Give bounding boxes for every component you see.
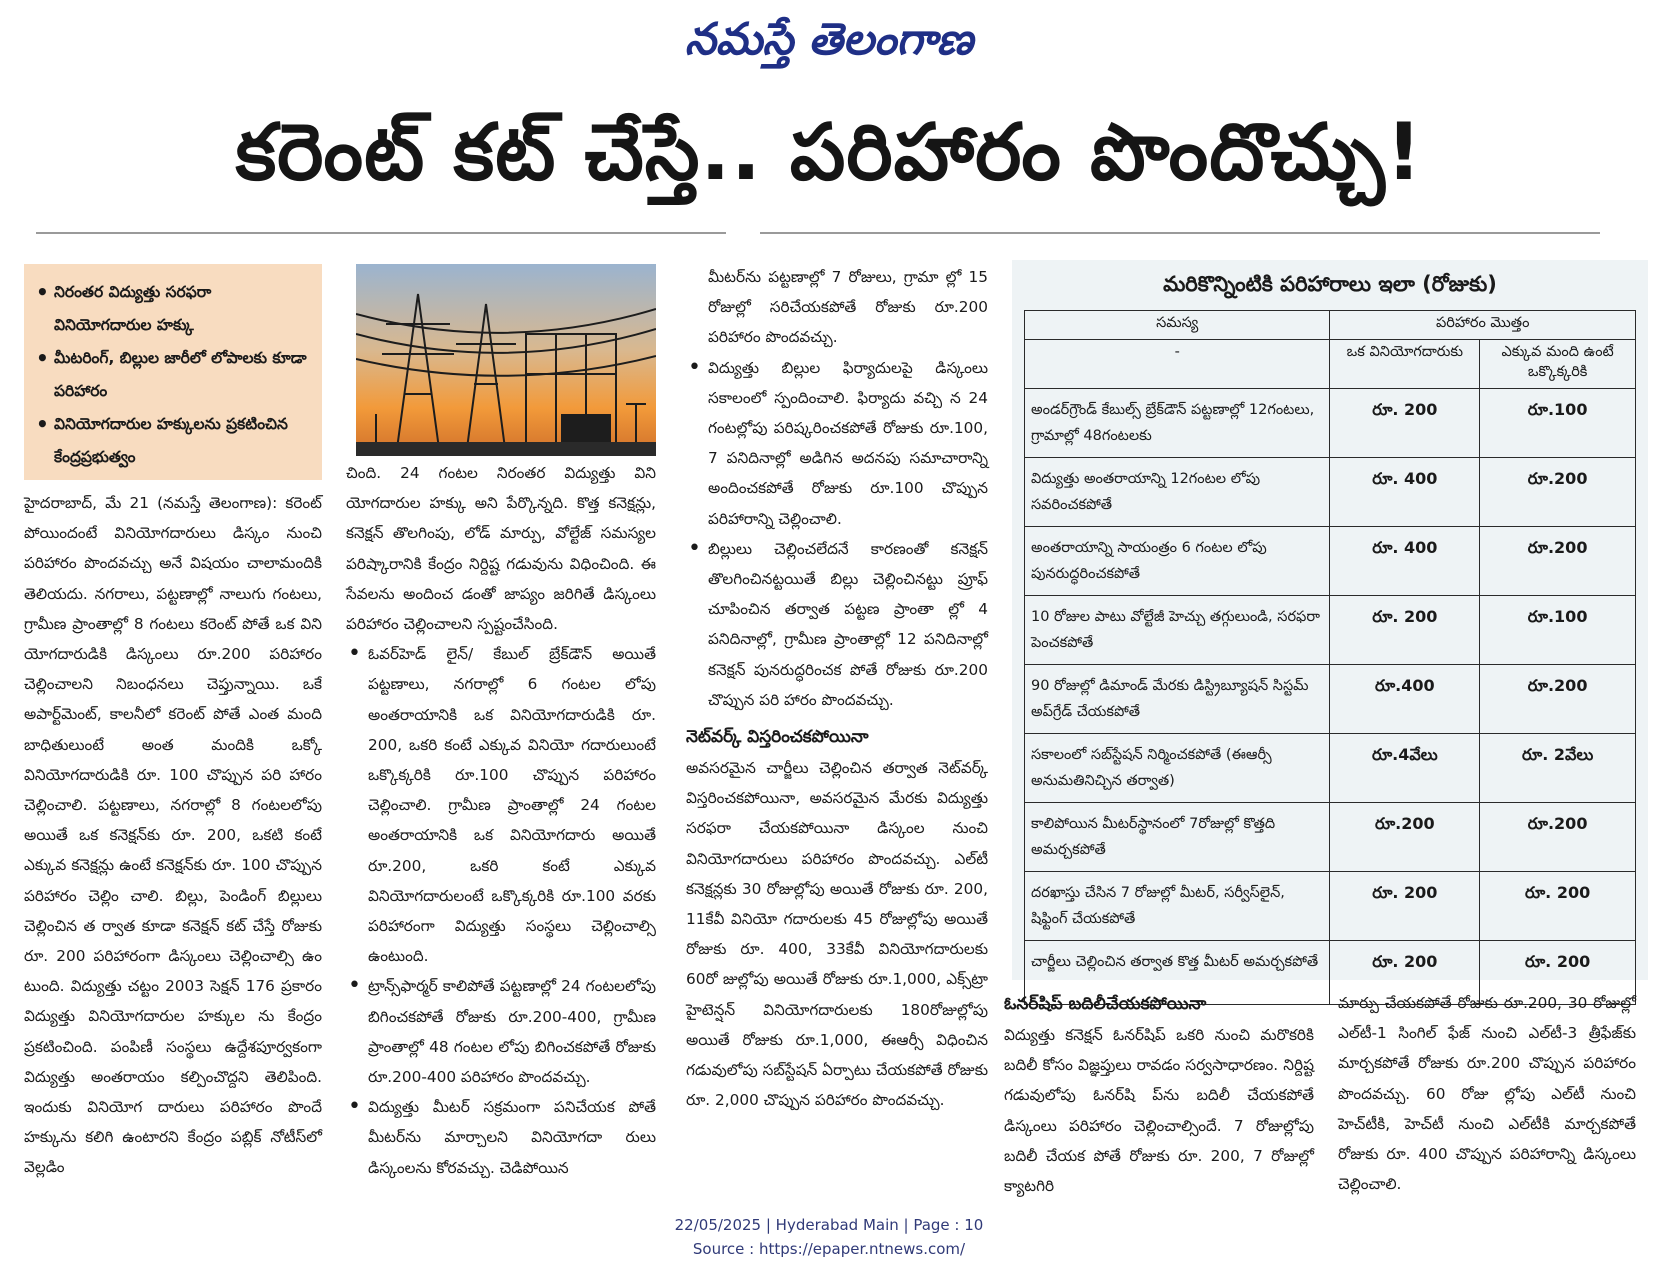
multi-amount-cell: రూ. 200 <box>1480 872 1636 941</box>
table-row <box>1025 803 1636 872</box>
article-column-4 <box>1004 988 1314 1201</box>
problem-cell: విద్యుత్తు అంతరాయాన్ని 12గంటల లోపు సవరించకపోతే <box>1025 458 1330 527</box>
power-towers-photo <box>356 264 656 456</box>
table-row <box>1025 527 1636 596</box>
article-paragraph: అవసరమైన చార్జీలు చెల్లించిన తర్వాత నెట్‌వర్క్ విస్తరించకపోయినా, అవసరమైన మేరకు విద్యుత్తు సరఫరా చేయకపోయినా డిస్కంల నుంచి వినియోగదారులు పరిహారం పొందవచ్చు. ఎల్‌టీ కనెక్షన్లకు 30 రోజుల్లోపు అయితే రోజుకు రూ. 200, 11కేవీ వినియో గదారులకు 45 రోజుల్లోపు అయితే రోజుకు రూ. 400, 33కేవీ వినియోగదారులకు 60రో జుల్లోపు అయితే రోజుకు రూ.1,000, ఎక్స్‌ట్రా హైటెన్షన్ వినియోగదారులకు 180రోజుల్లోపు అయితే రోజుకు రూ.1,000, ఈఆర్సీ విధించిన గడువులోపు సబ్‌స్టేషన్ ఏర్పాటు చేయకపోతే రోజుకు రూ. 2,000 చొప్పున పరిహారం పొందవచ్చు. <box>686 759 988 1110</box>
multi-amount-cell: రూ.200 <box>1480 665 1636 734</box>
table-row <box>1025 458 1636 527</box>
table-row <box>1025 596 1636 665</box>
single-amount-cell: రూ. 400 <box>1330 527 1480 596</box>
problem-cell: కాలిపోయిన మీటర్‌స్థానంలో 7రోజుల్లో కొత్తది అమర్చకపోతే <box>1025 803 1330 872</box>
table-header-multi: ఎక్కువ మంది ఉంటే ఒక్కొక్కరికి <box>1480 340 1636 389</box>
table-row <box>1025 389 1636 458</box>
multi-amount-cell: రూ. 2వేలు <box>1480 734 1636 803</box>
single-amount-cell: రూ. 200 <box>1330 872 1480 941</box>
power-towers-image <box>356 264 656 456</box>
problem-cell: అండర్‌గ్రౌండ్ కేబుల్స్ బ్రేక్‌డౌన్ పట్టణాల్లో 12గంటలు, గ్రామాల్లో 48గంటలకు <box>1025 389 1330 458</box>
article-column-5 <box>1338 988 1636 1199</box>
single-amount-cell: రూ. 400 <box>1330 458 1480 527</box>
table-title: మరికొన్నింటికి పరిహారాలు ఇలా (రోజుకు) <box>1163 272 1497 296</box>
table-row <box>1025 734 1636 803</box>
section-subheading: నెట్‌వర్క్ విస్తరించకపోయినా <box>686 727 869 748</box>
problem-cell: 90 రోజుల్లో డిమాండ్ మేరకు డిస్ట్రిబ్యూషన్ సిస్టమ్ అప్‌గ్రేడ్ చేయకపోతే <box>1025 665 1330 734</box>
single-amount-cell: రూ.4వేలు <box>1330 734 1480 803</box>
table-header-compensation: పరిహారం మొత్తం <box>1330 311 1636 340</box>
footer-source: Source : https://epaper.ntnews.com/ <box>692 1240 966 1258</box>
problem-cell: దరఖాస్తు చేసిన 7 రోజుల్లో మీటర్, సర్వీస్‌లైన్, షిఫ్టింగ్ చేయకపోతే <box>1025 872 1330 941</box>
multi-amount-cell: రూ. 200 <box>1480 941 1636 1005</box>
headline-rule-right <box>760 232 1600 234</box>
article-column-3 <box>686 262 988 1115</box>
single-amount-cell: రూ.200 <box>1330 803 1480 872</box>
highlight-item: • నిరంతర విద్యుత్తు సరఫరా వినియోగదారుల హక్కు <box>32 276 314 342</box>
problem-cell: అంతరాయాన్ని సాయంత్రం 6 గంటల లోపు పునరుద్ధరించకపోతే <box>1025 527 1330 596</box>
multi-amount-cell: రూ.200 <box>1480 527 1636 596</box>
article-paragraph: హైదరాబాద్, మే 21 (నమస్తే తెలంగాణ): కరెంట్ పోయిందంటే వినియోగదారులు డిస్కం నుంచి పరిహారం పొందవచ్చు అనే విషయం చాలామందికి తెలియదు. నగరాలు, పట్టణాల్లో నాలుగు గంటలు, గ్రామీణ ప్రాంతాల్లో 8 గంటలు కరెంట్ పోతే ఒక విని యోగదారుడికి డిస్కంలు రూ.200 పరిహారం చెల్లించాలని నిబంధనలు చెప్తున్నాయి. ఒకే అపార్ట్‌మెంట్, కాలనీలో కరెంట్ పోతే ఎంత మంది బాధితులుంటే అంత మందికి ఒక్కో వినియోగదారుడికి రూ. 100 చొప్పున పరి హారం చెల్లించాలి. పట్టణాలు, నగరాల్లో 8 గంటలలోపు అయితే ఒక కనెక్షన్‌కు రూ. 200, ఒకటి కంటే ఎక్కువ కనెక్షన్లు ఉంటే కనెక్షన్‌కు రూ. 100 చొప్పున పరిహారం చెల్లిం చాలి. బిల్లు, పెండింగ్ బిల్లులు చెల్లించిన త ర్వాత కూడా కనెక్షన్ కట్ చేస్తే రోజుకు రూ. 200 పరిహారంగా డిస్కంలు చెల్లించాల్సి ఉం టుంది. విద్యుత్తు చట్టం 2003 సెక్షన్ 176 ప్రకారం విద్యుత్తు వినియోగదారుల హక్కుల ను కేంద్రం ప్రకటించింది. పంపిణీ సంస్థలు ఉద్దేశపూర్వకంగా విద్యుత్తు అంతరాయం కల్పించొద్దని తెలిపింది. ఇందుకు వినియోగ దారులు పరిహారం పొందే హక్కును కలిగి ఉంటారని కేంద్రం పబ్లిక్ నోటీస్‌లో వెల్లడిం <box>24 494 322 1177</box>
multi-amount-cell: రూ.100 <box>1480 596 1636 665</box>
multi-amount-cell: రూ.200 <box>1480 803 1636 872</box>
highlight-item: • వినియోగదారుల హక్కులను ప్రకటించిన కేంద్రప్రభుత్వం <box>32 408 314 474</box>
article-paragraph: చింది. 24 గంటల నిరంతర విద్యుత్తు విని యోగదారుల హక్కు అని పేర్కొన్నది. కొత్త కనెక్షన్లు, కనెక్షన్ తొలగింపు, లోడ్ మార్పు, వోల్టేజ్ సమస్యల పరిష్కారానికి కేంద్రం నిర్దిష్ట గడువును విధించింది. ఈ సేవలను అందించ డంతో జాప్యం జరిగితే డిస్కంలు పరిహారం చెల్లించాలని స్పష్టంచేసింది. <box>346 464 656 634</box>
article-bullet: • ట్రాన్స్‌ఫార్మర్ కాలిపోతే పట్టణాల్లో 24 గంటలలోపు బిగించకపోతే రోజుకు రూ.200-400, గ్రామీణ ప్రాంతాల్లో 48 గంటల లోపు బిగించకపోతే రోజుకు రూ.200-400 పరిహారం పొందవచ్చు. <box>346 971 656 1092</box>
table-header-problem: సమస్య <box>1025 311 1330 340</box>
problem-cell: సకాలంలో సబ్‌స్టేషన్ నిర్మించకపోతే (ఈఆర్సీ అనుమతినిచ్చిన తర్వాత) <box>1025 734 1330 803</box>
article-paragraph: మార్పు చేయకపోతే రోజుకు రూ.200, 30 రోజుల్లో ఎల్‌టీ-1 సింగిల్ ఫేజ్ నుంచి ఎల్‌టీ-3 త్రీఫేజ్‌కు మార్చకపోతే రోజుకు రూ.200 చొప్పున పరిహారం పొందవచ్చు. 60 రోజు ల్లోపు ఎల్‌టీ నుంచి హెచ్‌టీకి, హెచ్‌టీ నుంచి ఎల్‌టీకి మార్చకపోతే రోజుకు రూ. 400 చొప్పున పరిహారాన్ని డిస్కంలు చెల్లించాలి. <box>1338 994 1636 1194</box>
article-column-2 <box>346 458 656 1183</box>
article-bullet: • ఓవర్‌హెడ్ లైన్/ కేబుల్ బ్రేక్‌డౌన్ అయితే పట్టణాలు, నగరాల్లో 6 గంటల లోపు అంతరాయానికి ఒక వినియోగదారుడికి రూ. 200, ఒకరి కంటే ఎక్కువ వినియో గదారులుంటే ఒక్కొక్కరికి రూ.100 చొప్పున పరిహారం చెల్లించాలి. గ్రామీణ ప్రాంతాల్లో 24 గంటల అంతరాయానికి ఒక వినియోగదారు అయితే రూ.200, ఒకరి కంటే ఎక్కువ వినియోగదారులంటే ఒక్కొక్కరికి రూ.100 వరకు పరిహారంగా విద్యుత్తు సంస్థలు చెల్లించాల్సి ఉంటుంది. <box>346 639 656 971</box>
article-bullet: • బిల్లులు చెల్లించలేదనే కారణంతో కనెక్షన్ తొలగించినట్టయితే బిల్లు చెల్లించినట్టు ప్రూఫ్ చూపించిన తర్వాత పట్టణ ప్రాంతా ల్లో 4 పనిదినాల్లో, గ్రామీణ ప్రాంతాల్లో 12 పనిదినాల్లో కనెక్షన్ పునరుద్ధరించక పోతే రోజుకు రూ.200 చొప్పున పరి హారం పొందవచ్చు. <box>686 534 988 715</box>
single-amount-cell: రూ. 200 <box>1330 596 1480 665</box>
article-paragraph: మీటర్‌ను పట్టణాల్లో 7 రోజులు, గ్రామా ల్లో 15 రోజుల్లో సరిచేయకపోతే రోజుకు రూ.200 పరిహారం పొందవచ్చు. <box>708 268 988 347</box>
newspaper-masthead: నమస్తే తెలంగాణ <box>684 14 974 65</box>
article-column-1 <box>24 488 322 1183</box>
compensation-table-box <box>1012 260 1648 980</box>
single-amount-cell: రూ. 200 <box>1330 389 1480 458</box>
multi-amount-cell: రూ.200 <box>1480 458 1636 527</box>
highlight-item: • మీటరింగ్, బిల్లుల జారీలో లోపాలకు కూడా పరిహారం <box>32 342 314 408</box>
article-bullet: • విద్యుత్తు మీటర్ సక్రమంగా పనిచేయక పోతే మీటర్‌ను మార్చాలని వినియోగదా రులు డిస్కంలను కోరవచ్చు. చెడిపోయిన <box>346 1092 656 1183</box>
highlights-box <box>24 264 322 480</box>
problem-cell: 10 రోజుల పాటు వోల్టేజీ హెచ్చు తగ్గులుండి, సరఫరా పెంచకపోతే <box>1025 596 1330 665</box>
table-header-dash: - <box>1025 340 1330 389</box>
problem-cell: చార్జీలు చెల్లించిన తర్వాత కొత్త మీటర్ అమర్చకపోతే <box>1025 941 1330 1005</box>
table-row <box>1025 872 1636 941</box>
article-paragraph: విద్యుత్తు కనెక్షన్ ఓనర్‌షిప్ ఒకరి నుంచి మరొకరికి బదిలీ కోసం విజ్ఞప్తులు రావడం సర్వసాధారణం. నిర్దిష్ట గడువులోపు ఓనర్‌షి ప్‌ను బదిలీ చేయకపోతే డిస్కంలు పరిహారం చెల్లించాల్సిందే. 7 రోజుల్లోపు బదిలీ చేయక పోతే రోజుకు రూ. 200, 7 రోజుల్లో క్యాటగిరి <box>1004 1026 1314 1196</box>
single-amount-cell: రూ.400 <box>1330 665 1480 734</box>
page-headline: కరెంట్ కట్ చేస్తే.. పరిహారం పొందొచ్చు! <box>235 108 1423 198</box>
headline-rule-left <box>36 232 726 234</box>
section-subheading: ఓనర్‌షిప్ బదిలీచేయకపోయినా <box>1004 994 1207 1014</box>
compensation-table <box>1024 310 1636 1005</box>
multi-amount-cell: రూ.100 <box>1480 389 1636 458</box>
table-header-single: ఒక వినియోగదారుకు <box>1330 340 1480 389</box>
table-row <box>1025 665 1636 734</box>
single-amount-cell: రూ. 200 <box>1330 941 1480 1005</box>
article-bullet: • విద్యుత్తు బిల్లుల ఫిర్యాదులపై డిస్కంలు సకాలంలో స్పందించాలి. ఫిర్యాదు వచ్చి న 24 గంటల్లోపు పరిష్కరించకపోతే రోజుకు రూ.100, 7 పనిదినాల్లో అడిగిన అదనపు సమాచారాన్ని అందించకపోతే రోజుకు రూ.100 చొప్పున పరిహారాన్ని చెల్లించాలి. <box>686 353 988 534</box>
footer-edition-info: 22/05/2025 | Hyderabad Main | Page : 10 <box>674 1216 984 1234</box>
